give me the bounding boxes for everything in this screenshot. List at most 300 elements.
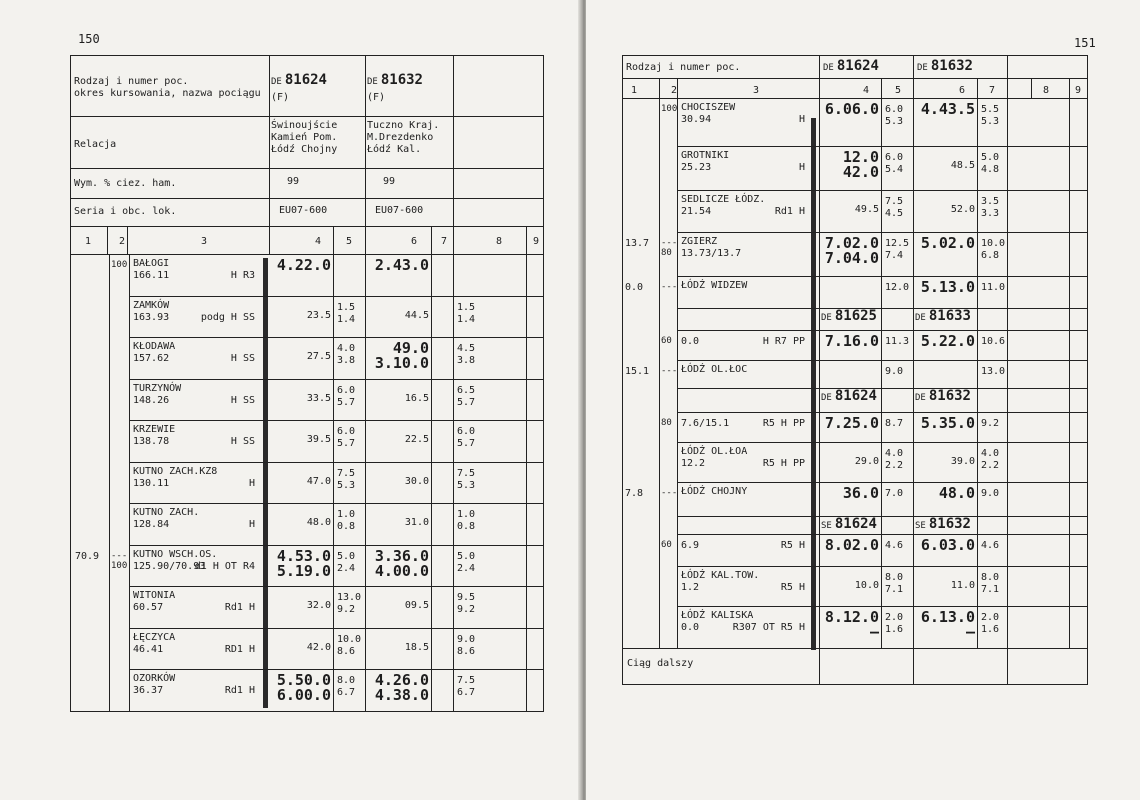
column-number: 5 xyxy=(346,236,353,247)
rule xyxy=(127,226,128,254)
run-time: 4.6 xyxy=(981,540,1000,551)
station-codes: H xyxy=(798,162,805,173)
departure-time: 4.26.0 4.38.0 xyxy=(374,671,429,704)
departure-time: 8.12.0 — xyxy=(824,608,879,641)
rule xyxy=(71,168,543,169)
run-time: 11.3 xyxy=(885,336,910,347)
rule xyxy=(677,566,1087,567)
departure-time: 6.06.0 xyxy=(824,100,879,118)
train-prefix: DE xyxy=(915,393,926,403)
rule xyxy=(677,276,1087,277)
rule xyxy=(677,534,1087,535)
station-km: 128.84 xyxy=(133,519,170,530)
rule xyxy=(677,78,678,98)
station-km: 21.54 xyxy=(681,206,712,217)
page-number: 151 xyxy=(1074,36,1096,50)
train-relation: Łódź Chojny xyxy=(271,144,338,155)
run-time: 7.5 4.5 xyxy=(885,196,904,219)
timetable-table xyxy=(622,55,1088,685)
departure-time: 27.5 xyxy=(306,351,331,362)
run-time: 8.0 7.1 xyxy=(981,572,1000,595)
station-km: 25.23 xyxy=(681,162,712,173)
station-codes: RD1 H xyxy=(224,643,255,655)
run-time: 9.0 xyxy=(885,366,904,377)
train-number-value: 81625 xyxy=(834,308,877,324)
column-number: 4 xyxy=(863,85,870,96)
rule xyxy=(107,226,108,254)
departure-time: 6.03.0 xyxy=(920,536,975,554)
rule xyxy=(129,420,543,421)
station-km: 0.0 xyxy=(681,336,700,347)
station-name: KUTNO ZACH. xyxy=(133,507,200,518)
column-number: 6 xyxy=(411,236,418,247)
column-number: 3 xyxy=(201,236,208,247)
station-name: OZORKÓW xyxy=(133,673,176,684)
train-flag: (F) xyxy=(367,92,386,103)
rule xyxy=(677,360,1087,361)
departure-time: 52.0 xyxy=(950,204,975,215)
train-number-value: 81632 xyxy=(928,516,971,532)
rule xyxy=(677,606,1087,607)
train-number-value: 81624 xyxy=(834,516,877,532)
right-page xyxy=(586,0,1140,800)
train-number xyxy=(271,74,327,88)
rule xyxy=(623,78,1087,79)
station-codes: H R3 xyxy=(230,270,255,281)
station-km: 1.2 xyxy=(681,582,700,593)
run-time: 7.5 5.3 xyxy=(457,467,476,491)
train-number xyxy=(821,390,877,404)
run-time: 1.0 0.8 xyxy=(457,509,476,532)
train-relation: Kamień Pom. xyxy=(271,132,338,143)
run-time: 6.0 5.7 xyxy=(457,426,476,449)
train-prefix: DE xyxy=(821,313,832,323)
station-km: 13.73/13.7 xyxy=(681,248,742,259)
rule xyxy=(109,254,110,711)
departure-time: 7.25.0 xyxy=(824,414,879,432)
column-number: 1 xyxy=(85,236,92,247)
departure-time: 8.02.0 xyxy=(824,536,879,554)
station-km: 166.11 xyxy=(133,270,170,281)
departure-time: 29.0 xyxy=(854,456,879,467)
run-time: 10.6 xyxy=(981,336,1006,347)
run-time: 8.0 7.1 xyxy=(885,572,904,595)
rule xyxy=(1007,56,1008,684)
departure-time: 47.0 xyxy=(306,475,331,487)
departure-time: 5.35.0 xyxy=(920,414,975,432)
run-time: 4.0 2.2 xyxy=(885,448,904,471)
departure-time: 5.22.0 xyxy=(920,332,975,350)
speed-limit: --- 80 xyxy=(661,238,678,258)
column-number: 2 xyxy=(119,236,126,247)
rule xyxy=(677,442,1087,443)
station-name: ŁĘCZYCA xyxy=(133,631,176,643)
departure-time: 49.0 3.10.0 xyxy=(374,339,429,372)
train-relation: Świnoujście xyxy=(271,120,338,131)
run-time: 10.0 8.6 xyxy=(337,633,362,657)
page-number: 150 xyxy=(78,32,100,46)
column-number: 1 xyxy=(631,85,638,96)
run-time: 4.0 2.2 xyxy=(981,448,1000,471)
km-mark: 70.9 xyxy=(75,550,100,562)
departure-time: 39.0 xyxy=(950,456,975,467)
station-km: 157.62 xyxy=(133,353,170,364)
column-number: 8 xyxy=(496,236,503,247)
station-km: 125.90/70.93 xyxy=(133,560,206,572)
km-mark: 0.0 xyxy=(625,282,644,293)
departure-time: 4.22.0 xyxy=(276,256,331,274)
station-codes: H SS xyxy=(230,394,255,406)
train-prefix: SE xyxy=(821,521,832,531)
departure-time: 44.5 xyxy=(404,309,429,321)
train-prefix: DE xyxy=(823,63,834,73)
rule xyxy=(453,226,454,254)
header-label: okres kursowania, nazwa pociągu xyxy=(74,88,261,99)
station-name: ZAMKÓW xyxy=(133,299,170,311)
station-codes: R5 H PP xyxy=(762,418,805,429)
rule xyxy=(333,226,334,254)
rule xyxy=(365,226,366,254)
train-number xyxy=(917,60,973,74)
block-signal-bar xyxy=(811,118,816,650)
station-codes: d1 H OT R4 xyxy=(194,560,255,572)
speed-limit: 100 xyxy=(661,104,678,114)
departure-time: 4.53.0 5.19.0 xyxy=(276,546,331,580)
run-time: 2.0 1.6 xyxy=(981,612,1000,635)
rule xyxy=(881,78,882,98)
station-km: 30.94 xyxy=(681,114,712,125)
rule xyxy=(526,254,527,711)
run-time: 6.0 5.4 xyxy=(885,152,904,175)
rule xyxy=(71,254,543,255)
station-codes: R5 H PP xyxy=(762,458,805,469)
speed-limit: 60 xyxy=(661,540,672,550)
run-time: 5.0 4.8 xyxy=(981,152,1000,175)
rule xyxy=(129,379,543,380)
station-name: ŁÓDŹ KAL.TOW. xyxy=(681,570,760,581)
departure-time: 32.0 xyxy=(306,600,331,611)
departure-time: 6.13.0 — xyxy=(920,608,975,641)
rule xyxy=(677,232,1087,233)
rule xyxy=(71,226,543,227)
station-km: 0.0 xyxy=(681,622,700,633)
departure-time: 3.36.0 4.00.0 xyxy=(374,546,429,580)
departure-time: 5.50.0 6.00.0 xyxy=(276,671,331,704)
station-name: KŁODAWA xyxy=(133,341,176,352)
rule xyxy=(677,146,1087,147)
km-mark: 13.7 xyxy=(625,238,650,249)
train-number xyxy=(821,310,877,324)
run-time: 6.0 5.7 xyxy=(337,384,356,408)
km-mark: 7.8 xyxy=(625,488,644,499)
station-codes: R5 H xyxy=(780,540,805,551)
rule xyxy=(333,254,334,711)
rule xyxy=(269,56,270,254)
train-number-value: 81632 xyxy=(930,58,973,74)
departure-time: 30.0 xyxy=(404,475,429,487)
departure-time: 10.0 xyxy=(854,580,879,591)
train-number xyxy=(823,60,879,74)
run-time: 9.0 8.6 xyxy=(457,633,476,657)
departure-time: 23.5 xyxy=(306,309,331,321)
station-km: 12.2 xyxy=(681,458,706,469)
departure-time: 2.43.0 xyxy=(374,256,429,274)
station-codes: H SS xyxy=(230,353,255,364)
station-km: 6.9 xyxy=(681,540,700,551)
train-prefix: DE xyxy=(917,63,928,73)
station-name: ZGIERZ xyxy=(681,236,718,247)
run-time: 4.6 xyxy=(885,540,904,551)
train-flag: (F) xyxy=(271,92,290,103)
run-time: 7.0 xyxy=(885,488,904,499)
continuation-note: Ciąg dalszy xyxy=(627,658,694,669)
run-time: 6.5 5.7 xyxy=(457,384,476,408)
rule xyxy=(129,669,543,670)
rule xyxy=(819,56,820,684)
station-codes: R5 H xyxy=(780,582,805,593)
station-codes: Rd1 H xyxy=(774,206,805,217)
header-label: Rodzaj i numer poc. xyxy=(626,62,741,73)
station-codes: H xyxy=(248,519,255,530)
rule xyxy=(71,198,543,199)
column-number: 7 xyxy=(441,236,448,247)
station-name: WITONIA xyxy=(133,590,176,601)
departure-time: 33.5 xyxy=(306,392,331,404)
departure-time: 39.5 xyxy=(306,434,331,445)
rule xyxy=(677,308,1087,309)
station-codes: H R7 PP xyxy=(762,336,805,347)
rule xyxy=(526,226,527,254)
rule xyxy=(659,98,660,648)
run-time: 2.0 1.6 xyxy=(885,612,904,635)
departure-time: 31.0 xyxy=(404,517,429,528)
run-time: 7.5 5.3 xyxy=(337,467,356,491)
departure-time: 09.5 xyxy=(404,600,429,611)
run-time: 6.0 5.7 xyxy=(337,426,356,449)
rule xyxy=(677,330,1087,331)
rule xyxy=(659,78,660,98)
rule xyxy=(977,78,978,98)
station-km: 130.11 xyxy=(133,477,170,489)
train-prefix: DE xyxy=(271,77,282,87)
train-locomotive: EU07-600 xyxy=(279,205,328,216)
speed-limit: --- 100 xyxy=(111,550,128,571)
column-number: 9 xyxy=(533,236,540,247)
station-name: CHOCISZEW xyxy=(681,102,736,113)
rule xyxy=(129,545,543,546)
rule xyxy=(129,296,543,297)
run-time: 5.5 5.3 xyxy=(981,104,1000,127)
run-time: 9.5 9.2 xyxy=(457,592,476,615)
train-relation: Tuczno Kraj. xyxy=(367,120,440,131)
station-name: ŁÓDŹ CHOJNY xyxy=(681,486,748,497)
station-codes: H xyxy=(798,114,805,125)
run-time: 8.7 xyxy=(885,418,904,429)
train-number-value: 81633 xyxy=(928,308,971,324)
station-codes: H SS xyxy=(230,436,255,447)
rule xyxy=(129,462,543,463)
departure-time: 48.5 xyxy=(950,160,975,171)
rule xyxy=(365,56,366,254)
run-time: 3.5 3.3 xyxy=(981,196,1000,219)
departure-time: 18.5 xyxy=(404,641,429,653)
station-km: 60.57 xyxy=(133,602,164,613)
station-codes: R307 OT R5 H xyxy=(732,622,805,633)
run-time: 8.0 6.7 xyxy=(337,675,356,698)
train-number xyxy=(367,74,423,88)
run-time: 9.2 xyxy=(981,418,1000,429)
departure-time: 5.02.0 xyxy=(920,234,975,252)
column-number: 6 xyxy=(959,85,966,96)
train-number-value: 81624 xyxy=(836,58,879,74)
train-prefix: DE xyxy=(821,393,832,403)
station-name: SEDLICZE ŁÓDZ. xyxy=(681,194,766,205)
header-label: Relacja xyxy=(74,139,117,150)
speed-limit: --- xyxy=(661,366,678,376)
column-number: 3 xyxy=(753,85,760,96)
train-number-value: 81632 xyxy=(380,72,423,88)
train-number xyxy=(915,390,971,404)
run-time: 1.0 0.8 xyxy=(337,509,356,532)
run-time: 12.5 7.4 xyxy=(885,238,910,261)
departure-time: 5.13.0 xyxy=(920,278,975,296)
column-number: 4 xyxy=(315,236,322,247)
rule xyxy=(623,98,1087,99)
rule xyxy=(913,648,914,684)
station-name: TURZYNÓW xyxy=(133,382,182,394)
departure-time: 42.0 xyxy=(306,641,331,653)
departure-time: 36.0 xyxy=(842,484,879,502)
station-name: BAŁOGI xyxy=(133,258,170,269)
train-number xyxy=(915,518,971,532)
rule xyxy=(623,648,1087,649)
rule xyxy=(431,226,432,254)
column-number: 5 xyxy=(895,85,902,96)
rule xyxy=(913,56,914,684)
station-km: 36.37 xyxy=(133,685,164,696)
rule xyxy=(453,254,454,711)
train-relation: M.Drezdenko xyxy=(367,132,434,143)
station-name: ŁÓDŹ WIDZEW xyxy=(681,280,748,291)
run-time: 1.5 1.4 xyxy=(457,301,476,325)
rule xyxy=(1069,78,1070,98)
rule xyxy=(1007,648,1008,684)
train-number-value: 81624 xyxy=(284,72,327,88)
rule xyxy=(365,254,366,711)
rule xyxy=(677,388,1087,389)
run-time: 4.0 3.8 xyxy=(337,343,356,366)
station-name: GROTNIKI xyxy=(681,150,730,161)
station-name: ŁÓDŹ KALISKA xyxy=(681,610,754,621)
departure-time: 7.16.0 xyxy=(824,332,879,350)
train-prefix: SE xyxy=(915,521,926,531)
departure-time: 11.0 xyxy=(950,580,975,591)
rule xyxy=(129,254,130,711)
block-signal-bar xyxy=(263,258,268,708)
rule xyxy=(453,56,454,254)
rule xyxy=(129,586,543,587)
speed-limit: 60 xyxy=(661,336,672,346)
train-number xyxy=(821,518,877,532)
run-time: 12.0 xyxy=(885,282,910,293)
station-name: ŁÓDŹ OL.ŁOA xyxy=(681,446,748,457)
station-name: KUTNO ZACH.KZ8 xyxy=(133,465,218,477)
train-brake-percent: 99 xyxy=(383,176,396,187)
header-label: Wym. % ciez. ham. xyxy=(74,178,177,189)
speed-limit: 100 xyxy=(111,260,128,270)
speed-limit: 80 xyxy=(661,418,672,428)
rule xyxy=(1031,78,1032,98)
rule xyxy=(129,503,543,504)
column-number: 9 xyxy=(1075,85,1082,96)
column-number: 8 xyxy=(1043,85,1050,96)
rule xyxy=(71,116,543,117)
km-mark: 15.1 xyxy=(625,366,650,377)
station-km: 163.93 xyxy=(133,311,170,323)
train-number-value: 81624 xyxy=(834,388,877,404)
station-km: 148.26 xyxy=(133,394,170,406)
departure-time: 7.02.0 7.04.0 xyxy=(824,234,879,267)
departure-time: 48.0 xyxy=(938,484,975,502)
station-km: 7.6/15.1 xyxy=(681,418,730,429)
station-km: 138.78 xyxy=(133,436,170,447)
train-number xyxy=(915,310,971,324)
run-time: 1.5 1.4 xyxy=(337,301,356,325)
run-time: 13.0 9.2 xyxy=(337,592,362,615)
column-number: 2 xyxy=(671,85,678,96)
station-name: KUTNO WSCH.OS. xyxy=(133,548,218,560)
station-name: ŁÓDŹ OL.ŁOC xyxy=(681,364,748,375)
station-codes: Rd1 H xyxy=(224,685,255,696)
station-codes: podg H SS xyxy=(200,311,255,323)
run-time: 9.0 xyxy=(981,488,1000,499)
run-time: 5.0 2.4 xyxy=(457,550,476,574)
header-label: Seria i obc. lok. xyxy=(74,206,177,217)
train-locomotive: EU07-600 xyxy=(375,205,424,216)
header-label: Rodzaj i numer poc. xyxy=(74,76,189,87)
run-time: 5.0 2.4 xyxy=(337,550,356,574)
run-time: 11.0 xyxy=(981,282,1006,293)
departure-time: 12.0 42.0 xyxy=(842,148,879,181)
run-time: 7.5 6.7 xyxy=(457,675,476,698)
rule xyxy=(677,482,1087,483)
speed-limit: --- xyxy=(661,488,678,498)
departure-time: 4.43.5 xyxy=(920,100,975,118)
train-prefix: DE xyxy=(915,313,926,323)
rule xyxy=(129,337,543,338)
station-codes: H xyxy=(248,477,255,489)
rule xyxy=(677,190,1087,191)
departure-time: 48.0 xyxy=(306,517,331,528)
departure-time: 16.5 xyxy=(404,392,429,404)
speed-limit: --- xyxy=(661,282,678,292)
station-name: KRZEWIE xyxy=(133,424,176,435)
timetable-table xyxy=(70,55,544,712)
run-time: 6.0 5.3 xyxy=(885,104,904,127)
rule xyxy=(819,648,820,684)
rule xyxy=(129,628,543,629)
departure-time: 49.5 xyxy=(854,204,879,215)
train-brake-percent: 99 xyxy=(287,176,300,187)
column-number: 7 xyxy=(989,85,996,96)
run-time: 4.5 3.8 xyxy=(457,343,476,366)
train-prefix: DE xyxy=(367,77,378,87)
run-time: 13.0 xyxy=(981,366,1006,377)
rule xyxy=(677,516,1087,517)
run-time: 10.0 6.8 xyxy=(981,238,1006,261)
station-codes: Rd1 H xyxy=(224,602,255,613)
rule xyxy=(431,254,432,711)
